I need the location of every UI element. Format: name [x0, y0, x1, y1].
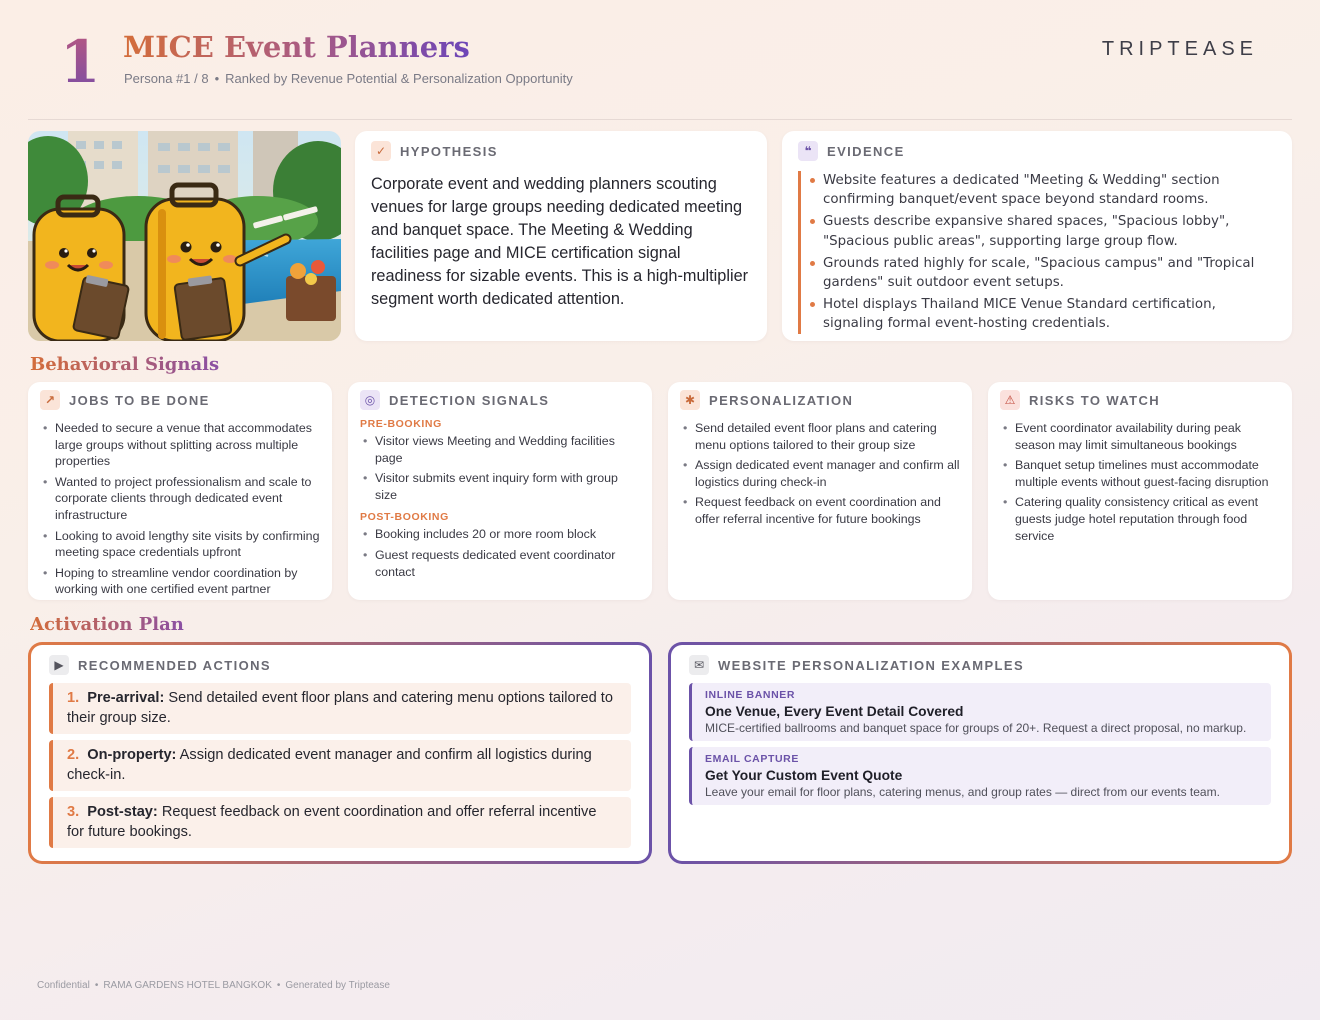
- detection-heading: DETECTION SIGNALS: [389, 392, 550, 408]
- list-item: • Needed to secure a venue that accommodates large groups without splitting across multiple properties: [40, 420, 320, 470]
- post-booking-list: [360, 526, 640, 580]
- evidence-list: [798, 171, 1276, 334]
- evidence-heading: EVIDENCE: [827, 143, 905, 159]
- behavioral-signals-title: Behavioral Signals: [30, 354, 220, 375]
- jobs-header: [40, 390, 320, 410]
- risks-list: [1000, 420, 1280, 544]
- list-item: • Catering quality consistency critical as event guests judge hotel reputation through food service: [1000, 494, 1280, 544]
- jobs-list: [40, 420, 320, 598]
- example-title: Get Your Custom Event Quote: [705, 768, 903, 783]
- evidence-item: Hotel displays Thailand MICE Venue Standard certification, signaling formal event-hosting credentials.: [823, 295, 1276, 333]
- example-email-capture: [689, 747, 1271, 805]
- hypothesis-text: Corporate event and wedding planners scouting venues for large groups needing dedicated meeting and banquet space. The Meeting & Wedding facilities page and MICE certification signal readiness for sizable events. This is a high-multiplier segment worth dedicated attention.: [371, 175, 749, 308]
- warning-icon: ⚠: [1000, 390, 1020, 410]
- personalization-heading: PERSONALIZATION: [709, 392, 854, 408]
- header-divider: [28, 119, 1292, 120]
- check-icon: ✓: [371, 141, 391, 161]
- list-item: • Visitor submits event inquiry form with group size: [360, 470, 640, 503]
- examples-header: [689, 655, 1271, 675]
- evidence-item: Website features a dedicated "Meeting & Wedding" section confirming banquet/event space beyond standard rooms.: [823, 171, 1276, 209]
- evidence-item: Guests describe expansive shared spaces, "Spacious lobby", "Spacious public areas", supporting large group flow.: [823, 212, 1276, 250]
- recommended-actions-card: [28, 642, 652, 864]
- page-footer: Confidential • RAMA GARDENS HOTEL BANGKOK • Generated by Triptease: [37, 980, 390, 991]
- footer-confidential: Confidential: [37, 980, 90, 991]
- action-label: Post-stay:: [87, 804, 158, 820]
- persona-rank-number: 1: [60, 28, 101, 96]
- footer-hotel: RAMA GARDENS HOTEL BANGKOK: [103, 980, 272, 991]
- actions-heading: RECOMMENDED ACTIONS: [78, 657, 271, 673]
- detection-signals-card: [348, 382, 652, 600]
- page-subtitle: Persona #1 / 8 • Ranked by Revenue Potential & Personalization Opportunity: [124, 71, 573, 86]
- ranking-note: Ranked by Revenue Potential & Personalization Opportunity: [225, 71, 573, 86]
- post-booking-label: POST-BOOKING: [360, 511, 449, 524]
- activation-plan-title: Activation Plan: [30, 614, 184, 635]
- action-item: [49, 797, 631, 848]
- list-item: • Assign dedicated event manager and confirm all logistics during check-in: [680, 457, 960, 490]
- list-item: • Visitor views Meeting and Wedding facilities page: [360, 433, 640, 466]
- example-tag: EMAIL CAPTURE: [705, 753, 799, 765]
- brand-logo: TRIPTEASE: [1101, 38, 1258, 60]
- persona-illustration: [28, 131, 341, 341]
- evidence-header: [798, 141, 1276, 161]
- actions-list: [49, 683, 631, 848]
- risks-card: [988, 382, 1292, 600]
- list-item: • Hoping to streamline vendor coordination by working with one certified event partner: [40, 565, 320, 598]
- list-item: • Wanted to project professionalism and scale to corporate clients through dedicated event infrastructure: [40, 474, 320, 524]
- list-item: • Booking includes 20 or more room block: [360, 526, 640, 543]
- action-number: 1.: [67, 690, 80, 706]
- quote-icon: ❝: [798, 141, 818, 161]
- action-label: Pre-arrival:: [87, 690, 165, 706]
- hypothesis-heading: HYPOTHESIS: [400, 143, 498, 159]
- arrow-up-right-icon: ↗: [40, 390, 60, 410]
- action-item: [49, 683, 631, 734]
- evidence-card: [782, 131, 1292, 341]
- personalization-card: [668, 382, 972, 600]
- action-number: 3.: [67, 804, 80, 820]
- personalization-header: [680, 390, 960, 410]
- action-label: On-property:: [87, 747, 177, 763]
- risks-header: [1000, 390, 1280, 410]
- action-text: Request feedback on event coordination and offer referral incentive for future bookings.: [67, 804, 597, 840]
- risks-heading: RISKS TO WATCH: [1029, 392, 1161, 408]
- hypothesis-header: [371, 141, 751, 161]
- footer-generated: Generated by Triptease: [285, 980, 390, 991]
- jobs-to-be-done-card: [28, 382, 332, 600]
- list-item: • Banquet setup timelines must accommodate multiple events without guest-facing disruption: [1000, 457, 1280, 490]
- pre-booking-label: PRE-BOOKING: [360, 418, 442, 430]
- personalization-list: [680, 420, 960, 528]
- recommended-actions-inner: [31, 645, 649, 861]
- action-text: Send detailed event floor plans and catering menu options tailored to their group size.: [67, 690, 613, 726]
- examples-list: [689, 683, 1271, 805]
- example-title: One Venue, Every Event Detail Covered: [705, 704, 964, 719]
- hypothesis-card: [355, 131, 767, 341]
- list-item: • Request feedback on event coordination and offer referral incentive for future bookings: [680, 494, 960, 527]
- pre-booking-list: [360, 433, 640, 503]
- list-item: • Send detailed event floor plans and catering menu options tailored to their group size: [680, 420, 960, 453]
- jobs-heading: JOBS TO BE DONE: [69, 392, 210, 408]
- list-item: • Guest requests dedicated event coordinator contact: [360, 547, 640, 580]
- play-icon: ▶: [49, 655, 69, 675]
- detection-header: [360, 390, 640, 410]
- action-number: 2.: [67, 747, 80, 763]
- sparkle-icon: ✱: [680, 390, 700, 410]
- example-inline-banner: [689, 683, 1271, 741]
- personalization-examples-inner: [671, 645, 1289, 861]
- example-body: MICE-certified ballrooms and banquet space for groups of 20+. Request a direct proposal, no markup.: [705, 721, 1247, 735]
- target-icon: ◎: [360, 390, 380, 410]
- page-title: MICE Event Planners: [123, 30, 470, 64]
- list-item: • Event coordinator availability during peak season may limit simultaneous bookings: [1000, 420, 1280, 453]
- list-item: • Looking to avoid lengthy site visits by confirming meeting space credentials upfront: [40, 528, 320, 561]
- action-item: [49, 740, 631, 791]
- examples-heading: WEBSITE PERSONALIZATION EXAMPLES: [718, 657, 1025, 673]
- example-body: Leave your email for floor plans, catering menus, and group rates — direct from our events team.: [705, 785, 1220, 799]
- personalization-examples-card: [668, 642, 1292, 864]
- envelope-icon: ✉: [689, 655, 709, 675]
- example-tag: INLINE BANNER: [705, 689, 796, 701]
- action-text: Assign dedicated event manager and confirm all logistics during check-in.: [67, 747, 592, 783]
- evidence-item: Grounds rated highly for scale, "Spacious campus" and "Tropical gardens" suit outdoor event setups.: [823, 254, 1276, 292]
- actions-header: [49, 655, 631, 675]
- persona-label: Persona #1 / 8: [124, 71, 209, 86]
